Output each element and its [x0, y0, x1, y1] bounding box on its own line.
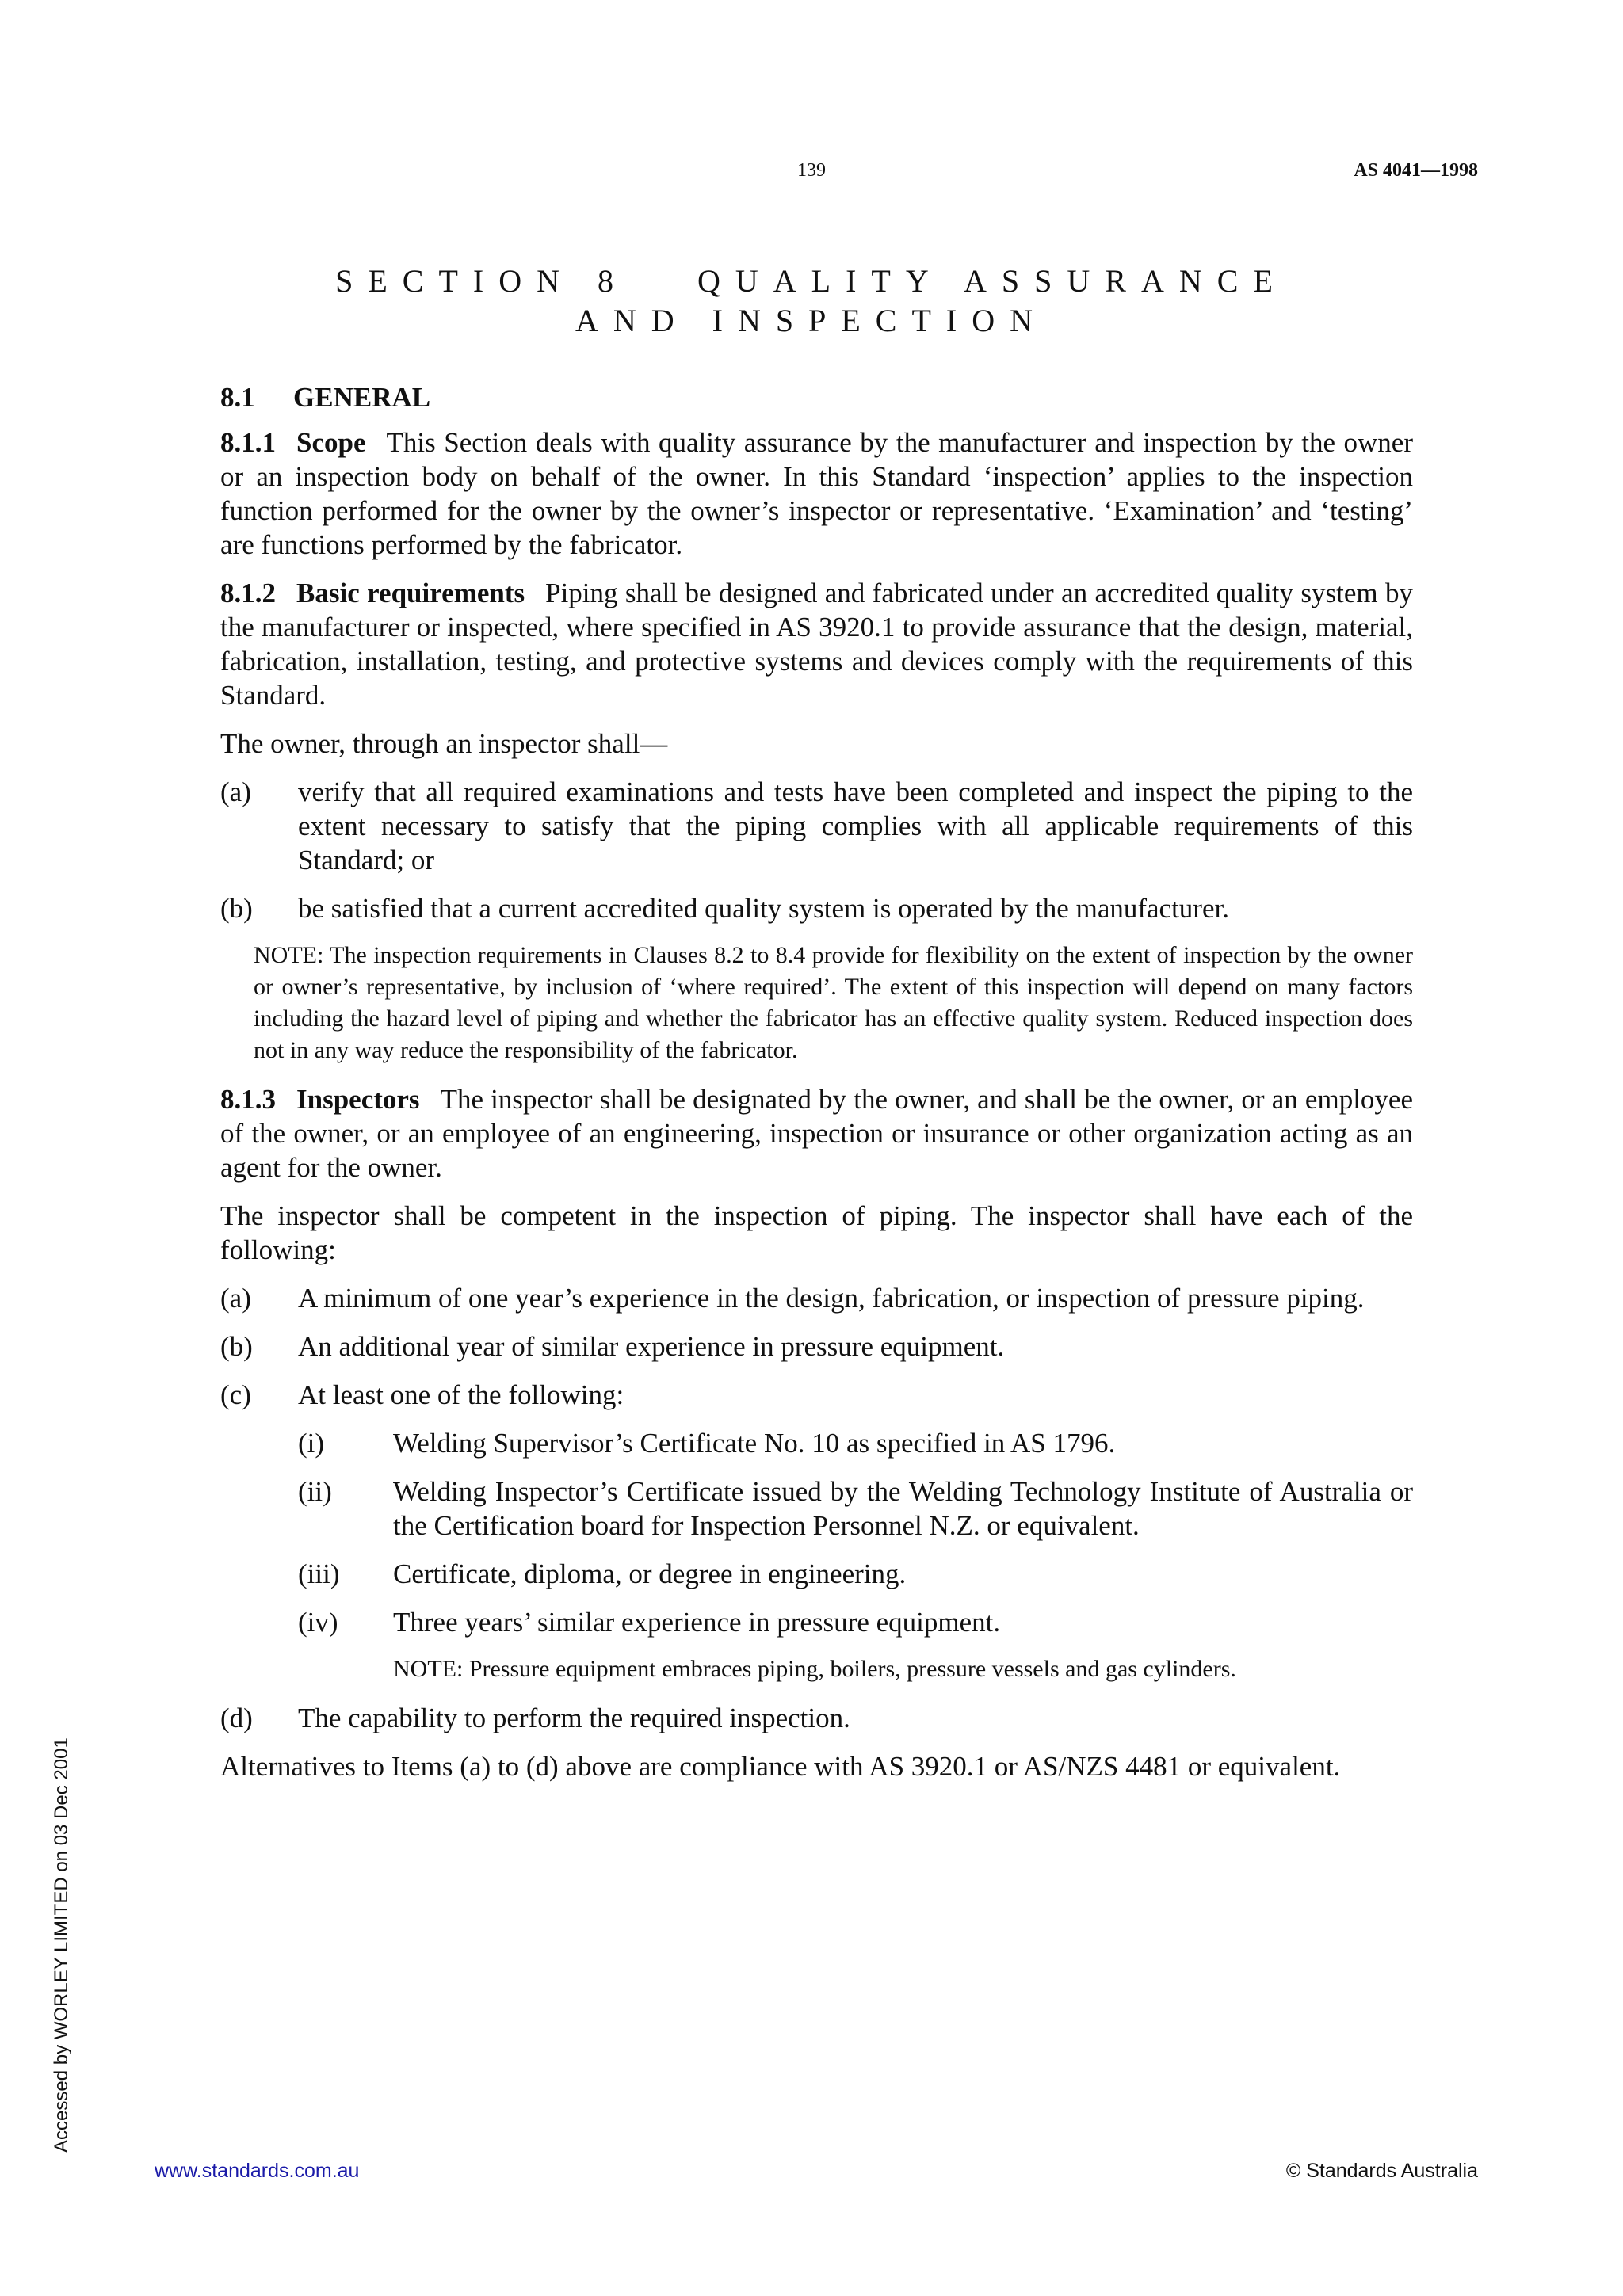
- list-item-text: An additional year of similar experience in pressure equipment.: [298, 1331, 1005, 1362]
- document-id: AS 4041—1998: [1354, 160, 1478, 181]
- list-item-text: verify that all required examinations and tests have been completed and inspect the piping to the extent necessary to satisfy that the piping complies with all applicable requirements of this Standard; or: [298, 776, 1413, 875]
- list-item-text: be satisfied that a current accredited quality system is operated by the manufacturer.: [298, 893, 1229, 924]
- list-item-label: (d): [220, 1703, 253, 1733]
- clause-heading: Scope: [296, 427, 366, 458]
- sub-list-item: [220, 1605, 1413, 1639]
- list-item: [220, 1378, 1413, 1412]
- paragraph: The inspector shall be competent in the inspection of piping. The inspector shall have each of the following:: [220, 1200, 1413, 1265]
- list-item: [220, 775, 1413, 877]
- clause-8-1-1: [220, 425, 1413, 562]
- list-item-label: (a): [220, 776, 251, 807]
- clause-8-1-3: [220, 1082, 1413, 1184]
- paragraph: The owner, through an inspector shall—: [220, 728, 668, 759]
- sub-list-item-text: Welding Inspector’s Certificate issued by the Welding Technology Institute of Australia or the Certification board for Inspection Personnel N.Z. or equivalent.: [393, 1476, 1413, 1541]
- list-item-label: (a): [220, 1283, 251, 1314]
- clause-8-1-2: [220, 576, 1413, 712]
- page-number: 139: [797, 160, 826, 181]
- clause-heading: Inspectors: [296, 1084, 420, 1115]
- list-item-text: A minimum of one year’s experience in the design, fabrication, or inspection of pressure piping.: [298, 1283, 1365, 1314]
- list-item-label: (c): [220, 1379, 251, 1410]
- copyright: © Standards Australia: [1285, 2160, 1478, 2182]
- clause-text: This Section deals with quality assurance by the manufacturer and inspection by the owner or an inspection body on behalf of the owner. In this Standard ‘inspection’ applies to the inspection function performed for the owner by the owner’s inspector or representative. ‘Examination’ and ‘testing’ are functions performed by the fabricator.: [220, 427, 1413, 560]
- sub-list-item-text: Welding Supervisor’s Certificate No. 10 as specified in AS 1796.: [393, 1428, 1116, 1459]
- website-link[interactable]: www.standards.com.au: [155, 2160, 360, 2182]
- sub-list-item: [220, 1426, 1413, 1460]
- list-item: [220, 1281, 1413, 1315]
- document-body: [220, 380, 1413, 1798]
- list-item-text: The capability to perform the required inspection.: [298, 1703, 850, 1733]
- section-title-line-1: SECTION 8 QUALITY ASSURANCE: [335, 263, 1288, 299]
- note: NOTE: Pressure equipment embraces piping, boilers, pressure vessels and gas cylinders.: [393, 1656, 1236, 1682]
- sub-list-item: [220, 1474, 1413, 1543]
- clause-text: The inspector shall be designated by the owner, and shall be the owner, or an employee of the owner, or an employee of an engineering, inspection or insurance or other organization acting as an agent for the owner.: [220, 1084, 1413, 1183]
- clause-text: Piping shall be designed and fabricated under an accredited quality system by the manufacturer or inspected, where specified in AS 3920.1 to provide assurance that the design, material, fabrication, installation, testing, and protective systems and devices comply with the requirements of this Standard.: [220, 578, 1413, 711]
- list-item: [220, 1701, 1413, 1735]
- sub-list-item-label: (ii): [298, 1476, 332, 1507]
- sub-list-item-label: (i): [298, 1428, 325, 1459]
- sub-list-item: [220, 1557, 1413, 1591]
- sub-list-item-label: (iv): [298, 1607, 338, 1638]
- list-item-label: (b): [220, 1331, 253, 1362]
- sub-list-item-label: (iii): [298, 1558, 340, 1589]
- clause-number: 8.1.3: [220, 1084, 276, 1115]
- note: NOTE: The inspection requirements in Clauses 8.2 to 8.4 provide for flexibility on the extent of inspection by the owner or owner’s representative, by inclusion of ‘where required’. The extent of this inspection will depend on many factors including the hazard level of piping and whether the fabricator has an effective quality system. Reduced inspection does not in any way reduce the responsibility of the fabricator.: [254, 942, 1413, 1063]
- list-item: [220, 891, 1413, 925]
- access-watermark: Accessed by WORLEY LIMITED on 03 Dec 2001: [51, 1737, 72, 2153]
- heading-8-1: [220, 380, 1413, 414]
- paragraph: Alternatives to Items (a) to (d) above are compliance with AS 3920.1 or AS/NZS 4481 or equivalent.: [220, 1751, 1341, 1782]
- list-item-label: (b): [220, 893, 253, 924]
- list-item: [220, 1329, 1413, 1363]
- clause-number: 8.1.1: [220, 427, 276, 458]
- section-title: [0, 261, 1623, 341]
- sub-list-item-text: Three years’ similar experience in pressure equipment.: [393, 1607, 1001, 1638]
- clause-heading: Basic requirements: [296, 578, 525, 608]
- list-item-text: At least one of the following:: [298, 1379, 624, 1410]
- sub-list-item-text: Certificate, diploma, or degree in engineering.: [393, 1558, 907, 1589]
- section-title-line-2: AND INSPECTION: [575, 303, 1048, 338]
- heading-number: 8.1: [220, 382, 255, 413]
- heading-title: GENERAL: [293, 382, 431, 413]
- clause-number: 8.1.2: [220, 578, 276, 608]
